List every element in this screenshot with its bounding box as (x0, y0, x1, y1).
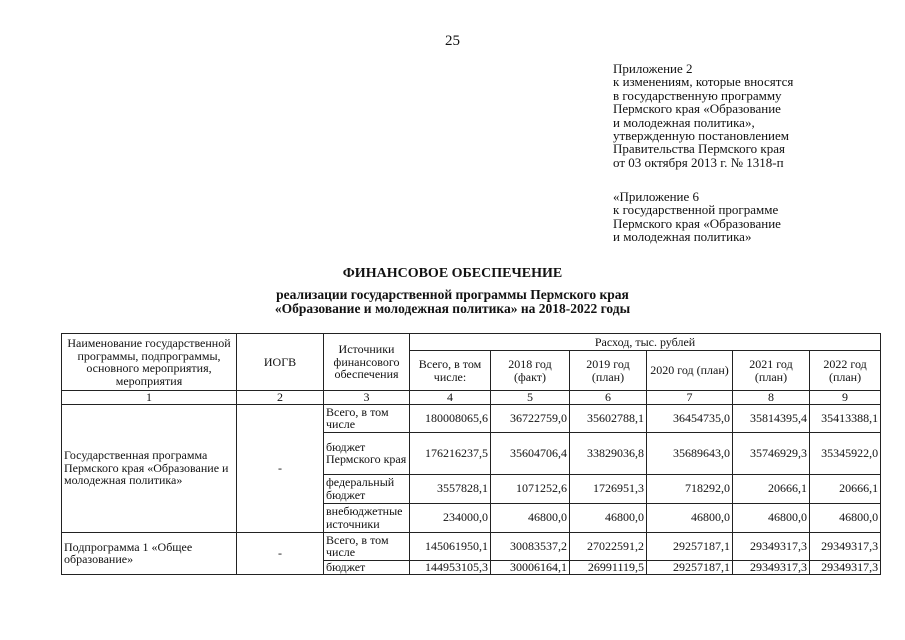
source-cell: бюджет (324, 560, 410, 574)
header-name: Наименование государственной программы, подпрограммы, основного мероприятия, мероприятия (62, 334, 237, 391)
value-cell: 29257187,1 (647, 532, 733, 560)
col-number: 1 (62, 391, 237, 405)
header-expense: Расход, тыс. рублей (410, 334, 881, 351)
value-cell: 29349317,3 (810, 560, 881, 574)
document-subtitle (0, 288, 905, 316)
appendix-header (613, 62, 793, 169)
value-cell: 29349317,3 (810, 532, 881, 560)
value-cell: 46800,0 (491, 503, 570, 532)
value-cell: 29257187,1 (647, 560, 733, 574)
appendix-line: утвержденную постановлением (613, 128, 790, 144)
page-number: 25 (445, 33, 460, 49)
appendix-line: Правительства Пермского края (613, 141, 785, 157)
col-number: 7 (647, 391, 733, 405)
appendix-6-header (613, 190, 781, 244)
col-number: 8 (733, 391, 810, 405)
col-number: 6 (570, 391, 647, 405)
value-cell: 180008065,6 (410, 404, 491, 432)
table-row (62, 532, 881, 560)
header-total: Всего, в том числе: (410, 351, 491, 391)
appendix-line: Пермского края «Образование (613, 215, 781, 231)
source-cell: Всего, в том числе (324, 404, 410, 432)
value-cell: 718292,0 (647, 474, 733, 503)
header-year-2019: 2019 год (план) (570, 351, 647, 391)
value-cell: 46800,0 (570, 503, 647, 532)
source-cell: федеральный бюджет (324, 474, 410, 503)
value-cell: 35814395,4 (733, 404, 810, 432)
col-number: 5 (491, 391, 570, 405)
header-year-2021: 2021 год (план) (733, 351, 810, 391)
header-year-2020: 2020 год (план) (647, 351, 733, 391)
value-cell: 144953105,3 (410, 560, 491, 574)
value-cell: 26991119,5 (570, 560, 647, 574)
appendix-line: к государственной программе (613, 202, 779, 218)
value-cell: 29349317,3 (733, 560, 810, 574)
header-year-2018: 2018 год (факт) (491, 351, 570, 391)
value-cell: 20666,1 (733, 474, 810, 503)
value-cell: 3557828,1 (410, 474, 491, 503)
value-cell: 35413388,1 (810, 404, 881, 432)
header-iogv: ИОГВ (237, 334, 324, 391)
appendix-line: в государственную программу (613, 87, 782, 103)
value-cell: 20666,1 (810, 474, 881, 503)
value-cell: 1071252,6 (491, 474, 570, 503)
appendix-line: к изменениям, которые вносятся (613, 74, 794, 90)
value-cell: 1726951,3 (570, 474, 647, 503)
value-cell: 35604706,4 (491, 432, 570, 474)
document-title: ФИНАНСОВОЕ ОБЕСПЕЧЕНИЕ (342, 266, 563, 281)
subprogram-name: Подпрограмма 1 «Общее образование» (62, 532, 237, 574)
table-row (62, 404, 881, 432)
appendix-line: «Приложение 6 (613, 189, 700, 204)
value-cell: 46800,0 (647, 503, 733, 532)
subtitle-line: реализации государственной программы Пермского края (276, 287, 629, 302)
value-cell: 27022591,2 (570, 532, 647, 560)
value-cell: 36454735,0 (647, 404, 733, 432)
appendix-line: и молодежная политика», (613, 114, 755, 130)
value-cell: 46800,0 (810, 503, 881, 532)
financing-table (61, 333, 881, 575)
header-sources: Источники финансового обеспечения (324, 334, 410, 391)
appendix-line: Пермского края «Образование (613, 101, 781, 117)
col-number: 4 (410, 391, 491, 405)
value-cell: 33829036,8 (570, 432, 647, 474)
value-cell: 30083537,2 (491, 532, 570, 560)
value-cell: 145061950,1 (410, 532, 491, 560)
header-year-2022: 2022 год (план) (810, 351, 881, 391)
value-cell: 35689643,0 (647, 432, 733, 474)
subtitle-line: «Образование и молодежная политика» на 2018-2022 годы (274, 301, 631, 316)
appendix-line: от 03 октября 2013 г. № 1318-п (613, 154, 784, 170)
program-iogv: - (237, 404, 324, 532)
subprogram-iogv: - (237, 532, 324, 574)
appendix-line: Приложение 2 (613, 61, 693, 76)
value-cell: 176216237,5 (410, 432, 491, 474)
value-cell: 35746929,3 (733, 432, 810, 474)
value-cell: 29349317,3 (733, 532, 810, 560)
program-name: Государственная программа Пермского края «Образование и молодежная политика» (62, 404, 237, 532)
source-cell: внебюджетные источники (324, 503, 410, 532)
col-number: 3 (324, 391, 410, 405)
col-number: 2 (237, 391, 324, 405)
source-cell: Всего, в том числе (324, 532, 410, 560)
source-cell: бюджет Пермского края (324, 432, 410, 474)
appendix-line: и молодежная политика» (613, 229, 752, 245)
value-cell: 36722759,0 (491, 404, 570, 432)
col-number: 9 (810, 391, 881, 405)
value-cell: 234000,0 (410, 503, 491, 532)
value-cell: 46800,0 (733, 503, 810, 532)
value-cell: 35602788,1 (570, 404, 647, 432)
value-cell: 30006164,1 (491, 560, 570, 574)
value-cell: 35345922,0 (810, 432, 881, 474)
